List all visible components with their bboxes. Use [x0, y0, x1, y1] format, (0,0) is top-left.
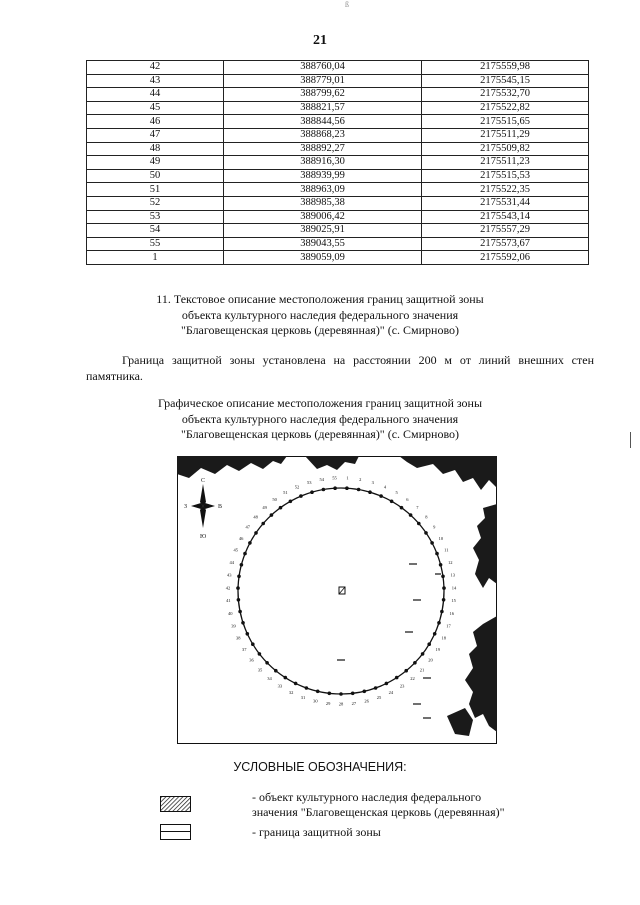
- boundary-point: [345, 486, 349, 490]
- x-coordinate-cell: 388779,01: [224, 74, 422, 88]
- boundary-point: [439, 563, 443, 567]
- boundary-point-label: 52: [294, 484, 300, 490]
- x-coordinate-cell: 388963,09: [224, 183, 422, 197]
- boundary-point: [427, 642, 431, 646]
- y-coordinate-cell: 2175592,06: [422, 251, 589, 265]
- boundary-point-label: 4: [383, 484, 387, 490]
- point-number-cell: 46: [87, 115, 224, 129]
- boundary-point-label: 28: [338, 701, 344, 707]
- boundary-point: [385, 682, 389, 686]
- boundary-point: [441, 575, 445, 579]
- boundary-point-label: 6: [406, 497, 409, 503]
- boundary-point-label: 11: [444, 547, 449, 553]
- y-coordinate-cell: 2175511,23: [422, 156, 589, 170]
- boundary-point: [404, 669, 408, 673]
- boundary-point-label: 35: [257, 667, 263, 673]
- boundary-point-label: 7: [416, 505, 419, 511]
- boundary-point-label: 36: [249, 657, 254, 663]
- y-coordinate-cell: 2175543,14: [422, 210, 589, 224]
- boundary-point-label: 50: [272, 497, 277, 503]
- x-coordinate-cell: 388916,30: [224, 156, 422, 170]
- boundary-point: [322, 488, 326, 492]
- point-number-cell: 52: [87, 196, 224, 210]
- boundary-point-label: 45: [233, 547, 238, 553]
- table-row: [87, 74, 589, 88]
- table-row: [87, 142, 589, 156]
- boundary-point: [339, 692, 343, 696]
- legend-zone-text: - граница защитной зоны: [252, 825, 381, 839]
- x-coordinate-cell: 388868,23: [224, 128, 422, 142]
- y-coordinate-cell: 2175511,29: [422, 128, 589, 142]
- point-number-cell: 45: [87, 101, 224, 115]
- point-number-cell: 51: [87, 183, 224, 197]
- section-heading-line-2: объекта культурного наследия федерального значения: [181, 307, 459, 322]
- zone-description-text: Граница защитной зоны установлена на расстоянии 200 м от линий внешних стен памятника.: [86, 353, 594, 383]
- x-coordinate-cell: 388892,27: [224, 142, 422, 156]
- section-heading-line-3: "Благовещенская церковь (деревянная)" (с. Смирново): [180, 323, 460, 337]
- boundary-point: [254, 531, 258, 535]
- boundary-point-label: 23: [399, 683, 405, 689]
- section-heading: [100, 292, 540, 339]
- graphic-heading-line-1: Графическое описание местоположения границ защитной зоны: [157, 396, 483, 410]
- boundary-point: [328, 692, 332, 696]
- protection-zone-map: [177, 456, 497, 744]
- boundary-point: [236, 586, 240, 590]
- y-coordinate-cell: 2175531,44: [422, 196, 589, 210]
- boundary-point-label: 16: [449, 610, 454, 616]
- boundary-point: [237, 598, 241, 602]
- boundary-point: [248, 541, 252, 545]
- boundary-point-label: 20: [428, 657, 433, 663]
- table-row: [87, 196, 589, 210]
- boundary-point-label: 15: [451, 598, 456, 604]
- y-coordinate-cell: 2175509,82: [422, 142, 589, 156]
- boundary-point: [430, 541, 434, 545]
- x-coordinate-cell: 388821,57: [224, 101, 422, 115]
- point-number-cell: 48: [87, 142, 224, 156]
- boundary-point: [435, 552, 439, 556]
- legend-zone-swatch: [160, 824, 191, 840]
- table-row: [87, 251, 589, 265]
- boundary-point: [351, 692, 355, 696]
- x-coordinate-cell: 388985,38: [224, 196, 422, 210]
- compass-west-label: З: [184, 504, 188, 510]
- boundary-point: [241, 621, 245, 625]
- boundary-point-label: 9: [433, 524, 436, 530]
- x-coordinate-cell: 389006,42: [224, 210, 422, 224]
- graphic-heading: [100, 396, 540, 443]
- boundary-point-label: 10: [438, 535, 444, 541]
- church-object: [339, 587, 345, 594]
- boundary-point: [424, 531, 428, 535]
- table-row: [87, 61, 589, 75]
- point-number-cell: 43: [87, 74, 224, 88]
- table-row: [87, 237, 589, 251]
- boundary-point-label: 53: [306, 480, 312, 486]
- scan-mark: ß: [345, 0, 349, 9]
- point-number-cell: 55: [87, 237, 224, 251]
- boundary-point-label: 39: [231, 623, 236, 629]
- boundary-point: [333, 486, 337, 490]
- boundary-point-label: 12: [448, 559, 453, 565]
- boundary-point: [243, 552, 247, 556]
- point-number-cell: 49: [87, 156, 224, 170]
- boundary-point-label: 3: [371, 480, 374, 486]
- x-coordinate-cell: 389025,91: [224, 224, 422, 238]
- coordinates-table: [86, 60, 589, 265]
- boundary-point-label: 46: [238, 535, 244, 541]
- point-number-cell: 1: [87, 251, 224, 265]
- boundary-point-label: 8: [425, 514, 428, 520]
- boundary-point-label: 25: [376, 694, 382, 700]
- y-coordinate-cell: 2175522,35: [422, 183, 589, 197]
- table-row: [87, 183, 589, 197]
- point-number-cell: 50: [87, 169, 224, 183]
- boundary-point: [379, 494, 383, 498]
- boundary-point-label: 13: [450, 572, 456, 578]
- boundary-point: [270, 513, 274, 517]
- boundary-point-label: 38: [235, 635, 241, 641]
- boundary-point: [433, 632, 437, 636]
- x-coordinate-cell: 388799,62: [224, 88, 422, 102]
- boundary-point-label: 2: [359, 477, 362, 483]
- boundary-point: [237, 575, 241, 579]
- boundary-point: [390, 500, 394, 504]
- zone-description-paragraph: [86, 352, 594, 384]
- boundary-point-label: 40: [228, 610, 233, 616]
- boundary-point-label: 48: [253, 514, 258, 520]
- scan-edge-tick: [630, 432, 631, 448]
- point-number-cell: 47: [87, 128, 224, 142]
- y-coordinate-cell: 2175559,98: [422, 61, 589, 75]
- boundary-point-label: 1: [346, 475, 349, 481]
- boundary-point: [299, 494, 303, 498]
- boundary-point-label: 22: [410, 676, 415, 681]
- boundary-point-label: 47: [245, 524, 250, 530]
- point-number-cell: 42: [87, 61, 224, 75]
- boundary-point-label: 19: [435, 646, 441, 652]
- boundary-point: [258, 652, 262, 656]
- y-coordinate-cell: 2175522,82: [422, 101, 589, 115]
- graphic-heading-line-2: объекта культурного наследия федерального значения: [181, 411, 459, 426]
- section-heading-line-1: 11. Текстовое описание местоположения границ защитной зоны: [156, 292, 484, 306]
- boundary-point: [274, 669, 278, 673]
- boundary-point: [305, 686, 309, 690]
- boundary-point: [400, 506, 404, 510]
- boundary-point: [265, 661, 269, 665]
- table-row: [87, 88, 589, 102]
- point-number-cell: 54: [87, 224, 224, 238]
- boundary-point-label: 31: [300, 694, 306, 700]
- boundary-point: [413, 661, 417, 665]
- boundary-point-label: 43: [226, 572, 232, 578]
- boundary-point-label: 44: [229, 559, 234, 565]
- compass-east-label: В: [218, 504, 223, 510]
- boundary-point-label: 33: [277, 683, 283, 689]
- boundary-point-label: 14: [451, 585, 457, 591]
- boundary-point: [246, 632, 250, 636]
- table-row: [87, 156, 589, 170]
- boundary-point: [440, 610, 444, 614]
- x-coordinate-cell: 389043,55: [224, 237, 422, 251]
- legend-object-line-1: - объект культурного наследия федерального: [252, 790, 482, 804]
- boundary-point-label: 17: [446, 623, 451, 629]
- boundary-point: [261, 522, 265, 526]
- boundary-point-label: 30: [313, 698, 318, 704]
- boundary-point-label: 21: [419, 667, 425, 673]
- x-coordinate-cell: 388760,04: [224, 61, 422, 75]
- compass-south-label: Ю: [200, 534, 207, 540]
- table-row: [87, 224, 589, 238]
- boundary-point: [240, 563, 244, 567]
- boundary-point: [294, 682, 298, 686]
- boundary-point: [409, 513, 413, 517]
- boundary-point: [316, 690, 320, 694]
- table-row: [87, 128, 589, 142]
- y-coordinate-cell: 2175532,70: [422, 88, 589, 102]
- boundary-point: [238, 610, 242, 614]
- boundary-point-label: 51: [283, 490, 288, 496]
- boundary-point: [357, 488, 361, 492]
- boundary-point-label: 18: [441, 635, 447, 641]
- x-coordinate-cell: 388939,99: [224, 169, 422, 183]
- legend-object-swatch: [160, 796, 191, 812]
- table-row: [87, 210, 589, 224]
- boundary-point-label: 37: [241, 646, 247, 652]
- y-coordinate-cell: 2175545,15: [422, 74, 589, 88]
- boundary-point: [437, 621, 441, 625]
- boundary-point-label: 29: [325, 700, 331, 706]
- boundary-point: [289, 500, 293, 504]
- page-number: 21: [313, 33, 327, 48]
- compass-north-label: С: [201, 478, 206, 484]
- legend-title: УСЛОВНЫЕ ОБОЗНАЧЕНИЯ:: [233, 760, 407, 774]
- boundary-point: [284, 676, 288, 680]
- legend-object-line-2: значения "Благовещенская церковь (деревянная)": [252, 805, 505, 819]
- y-coordinate-cell: 2175557,29: [422, 224, 589, 238]
- table-row: [87, 115, 589, 129]
- boundary-point-label: 49: [262, 505, 267, 511]
- legend-object-text: [252, 790, 582, 820]
- boundary-point: [417, 522, 421, 526]
- y-coordinate-cell: 2175573,67: [422, 237, 589, 251]
- boundary-point-label: 32: [288, 689, 294, 695]
- boundary-point-label: 34: [267, 676, 272, 681]
- boundary-point-label: 24: [388, 689, 394, 695]
- boundary-point-label: 26: [364, 698, 369, 704]
- boundary-point: [395, 676, 399, 680]
- boundary-point-label: 54: [319, 477, 324, 483]
- point-number-cell: 53: [87, 210, 224, 224]
- boundary-point: [421, 652, 425, 656]
- boundary-point: [310, 490, 314, 494]
- boundary-point-label: 41: [226, 598, 231, 604]
- graphic-heading-line-3: "Благовещенская церковь (деревянная)" (с. Смирново): [180, 427, 460, 441]
- boundary-point: [374, 686, 378, 690]
- map-frame: [177, 456, 497, 744]
- table-row: [87, 169, 589, 183]
- y-coordinate-cell: 2175515,53: [422, 169, 589, 183]
- boundary-point-label: 55: [332, 475, 337, 481]
- boundary-point-label: 5: [395, 490, 398, 496]
- boundary-point: [442, 586, 446, 590]
- x-coordinate-cell: 389059,09: [224, 251, 422, 265]
- boundary-point: [368, 490, 372, 494]
- boundary-point: [251, 642, 255, 646]
- boundary-point: [279, 506, 283, 510]
- boundary-point: [363, 690, 367, 694]
- y-coordinate-cell: 2175515,65: [422, 115, 589, 129]
- point-number-cell: 44: [87, 88, 224, 102]
- table-row: [87, 101, 589, 115]
- boundary-point: [442, 598, 446, 602]
- boundary-point-label: 42: [225, 585, 231, 591]
- x-coordinate-cell: 388844,56: [224, 115, 422, 129]
- boundary-point-label: 27: [351, 700, 357, 706]
